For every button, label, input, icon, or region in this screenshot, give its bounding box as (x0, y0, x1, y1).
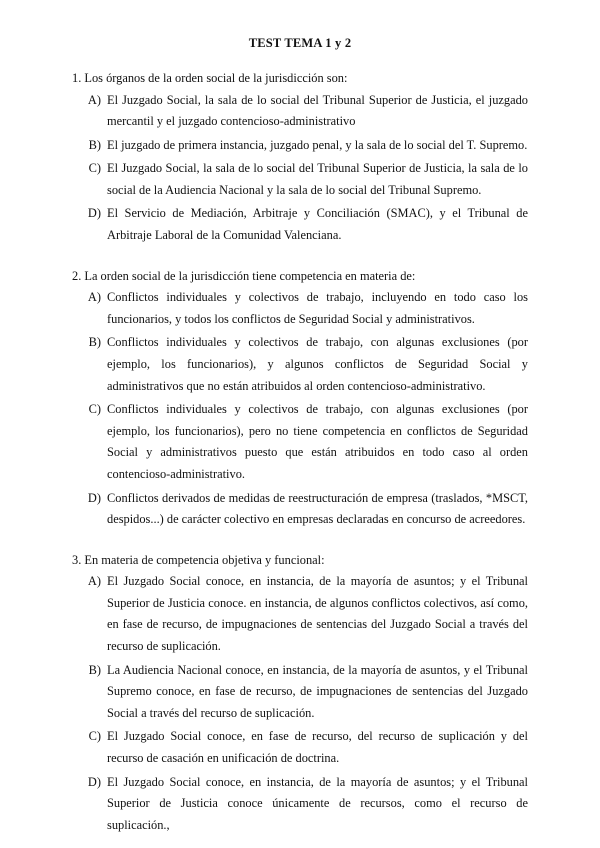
option-c (72, 726, 528, 769)
option-text: El juzgado de primera instancia, juzgado penal, y la sala de lo social del T. Supremo. (107, 137, 528, 152)
option-letter: B) (88, 137, 101, 152)
option-d (72, 772, 528, 837)
option-text: Conflictos individuales y colectivos de trabajo, con algunas exclusiones (por ejemplo, los funcionarios), pero no tiene competencia en conflictos de Seguridad Social y administrativos puesto que están atribuidos en todo caso al orden contencioso-administrativo. (107, 402, 528, 481)
option-c (72, 158, 528, 201)
question-text: 1. Los órganos de la orden social de la jurisdicción son: (72, 71, 348, 85)
option-b (72, 660, 528, 725)
option-text: El Juzgado Social conoce, en instancia, de la mayoría de asuntos; y el Tribunal Superior de Justicia conoce únicamente de recursos, como el recurso de suplicación., (107, 774, 528, 832)
option-text: Conflictos individuales y colectivos de trabajo, con algunas exclusiones (por ejemplo, los funcionarios), y algunos conflictos de Seguridad Social y administrativos que no están atribuidos al orden contencioso-administrativo. (107, 335, 528, 393)
option-text: El Servicio de Mediación, Arbitraje y Conciliación (SMAC), y el Tribunal de Arbitraje Laboral de la Comunidad Valenciana. (107, 206, 528, 243)
option-text: El Juzgado Social, la sala de lo social del Tribunal Superior de Justicia, el juzgado mercantil y el juzgado contencioso-administrativo (107, 92, 528, 129)
option-letter: C) (88, 729, 101, 744)
option-a (72, 571, 528, 657)
option-text: El Juzgado Social conoce, en instancia, de la mayoría de asuntos; y el Tribunal Superior de Justicia conoce. en instancia, de algunos conflictos colectivos, así como, en fase de recurso, de impugnaciones de sentencias del Juzgado Social a través del recurso de suplicación. (107, 574, 528, 653)
option-letter: C) (88, 161, 101, 176)
question-1 (72, 68, 528, 247)
option-a (72, 90, 528, 133)
option-text: Conflictos derivados de medidas de reestructuración de empresa (traslados, *MSCT, despidos...) de carácter colectivo en empresas declaradas en concurso de acreedores. (107, 490, 528, 527)
question-3 (72, 550, 528, 837)
option-text: El Juzgado Social, la sala de lo social del Tribunal Superior de Justicia, la sala de lo social de la Audiencia Nacional y la sala de lo social del Tribunal Supremo. (107, 161, 528, 197)
option-letter: D) (87, 490, 101, 505)
question-text: 3. En materia de competencia objetiva y funcional: (72, 552, 325, 567)
option-letter: A) (87, 290, 101, 305)
question-spacer (72, 249, 528, 266)
option-text: El Juzgado Social conoce, en fase de recurso, del recurso de suplicación y del recurso de casación en unificación de doctrina. (107, 729, 528, 765)
option-letter: C) (88, 402, 101, 417)
option-letter: D) (87, 206, 101, 221)
option-letter: A) (87, 574, 101, 589)
question-text: 2. La orden social de la jurisdicción tiene competencia en materia de: (72, 268, 416, 283)
document-title: TEST TEMA 1 y 2 (248, 36, 352, 50)
options-list (72, 287, 528, 531)
question-spacer (72, 533, 528, 550)
option-d (72, 203, 528, 246)
option-text: Conflictos individuales y colectivos de trabajo, incluyendo en todo caso los funcionarios, y todos los conflictos de Seguridad Social y administrativos. (107, 290, 528, 326)
options-list (72, 571, 528, 836)
option-b (72, 135, 528, 157)
option-c (72, 399, 528, 485)
question-2 (72, 266, 528, 531)
options-list (72, 90, 528, 247)
option-letter: B) (88, 662, 101, 677)
option-letter: D) (87, 774, 101, 789)
option-letter: A) (87, 92, 101, 107)
option-b (72, 332, 528, 397)
option-text: La Audiencia Nacional conoce, en instancia, de la mayoría de asuntos, y el Tribunal Supremo conoce, en fase de recurso, de impugnaciones de sentencias del Juzgado Social a través del recurso de suplicación. (107, 662, 528, 720)
option-d (72, 488, 528, 531)
option-a (72, 287, 528, 330)
option-letter: B) (88, 335, 101, 350)
